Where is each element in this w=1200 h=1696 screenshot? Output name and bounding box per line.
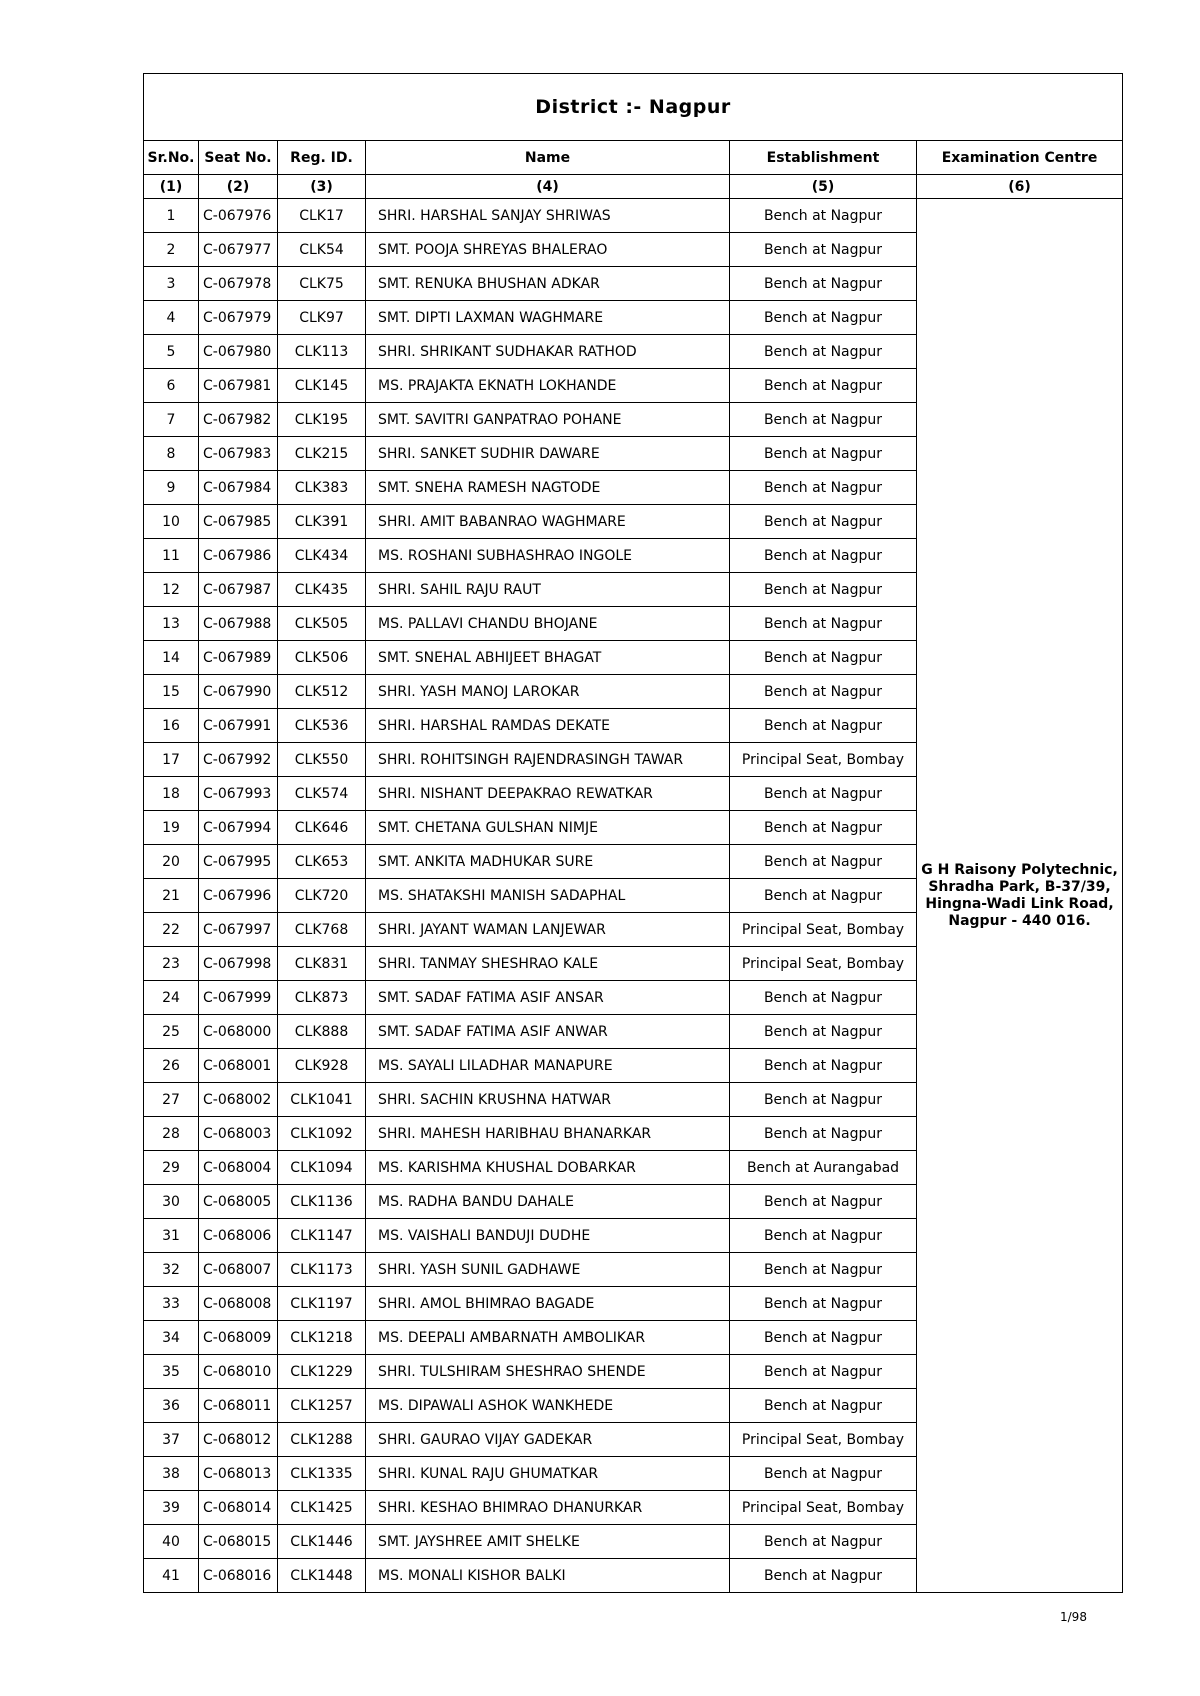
- establishment-cell: Bench at Nagpur: [730, 811, 917, 845]
- name-cell: SHRI. KUNAL RAJU GHUMATKAR: [366, 1457, 730, 1491]
- establishment-cell: Bench at Nagpur: [730, 301, 917, 335]
- sr-no-cell: 18: [144, 777, 199, 811]
- header-row: [144, 141, 1123, 175]
- name-cell: MS. KARISHMA KHUSHAL DOBARKAR: [366, 1151, 730, 1185]
- reg-id-cell: CLK391: [278, 505, 366, 539]
- reg-id-cell: CLK1147: [278, 1219, 366, 1253]
- reg-id-cell: CLK1257: [278, 1389, 366, 1423]
- reg-id-cell: CLK1094: [278, 1151, 366, 1185]
- name-cell: SMT. RENUKA BHUSHAN ADKAR: [366, 267, 730, 301]
- establishment-cell: Bench at Nagpur: [730, 709, 917, 743]
- establishment-cell: Bench at Nagpur: [730, 199, 917, 233]
- name-cell: SHRI. ROHITSINGH RAJENDRASINGH TAWAR: [366, 743, 730, 777]
- name-cell: MS. SAYALI LILADHAR MANAPURE: [366, 1049, 730, 1083]
- name-cell: SHRI. HARSHAL SANJAY SHRIWAS: [366, 199, 730, 233]
- name-cell: SHRI. MAHESH HARIBHAU BHANARKAR: [366, 1117, 730, 1151]
- reg-id-cell: CLK512: [278, 675, 366, 709]
- seat-no-cell: C-068008: [199, 1287, 278, 1321]
- seat-no-cell: C-067988: [199, 607, 278, 641]
- candidate-table: [143, 73, 1123, 1593]
- seat-no-cell: C-068006: [199, 1219, 278, 1253]
- establishment-cell: Bench at Nagpur: [730, 1049, 917, 1083]
- seat-no-cell: C-067980: [199, 335, 278, 369]
- seat-no-cell: C-067998: [199, 947, 278, 981]
- sr-no-cell: 32: [144, 1253, 199, 1287]
- name-cell: MS. PRAJAKTA EKNATH LOKHANDE: [366, 369, 730, 403]
- header-reg-id: Reg. ID.: [278, 141, 366, 175]
- name-cell: SMT. SADAF FATIMA ASIF ANSAR: [366, 981, 730, 1015]
- sr-no-cell: 1: [144, 199, 199, 233]
- name-cell: MS. SHATAKSHI MANISH SADAPHAL: [366, 879, 730, 913]
- sr-no-cell: 4: [144, 301, 199, 335]
- name-cell: SMT. POOJA SHREYAS BHALERAO: [366, 233, 730, 267]
- establishment-cell: Principal Seat, Bombay: [730, 913, 917, 947]
- reg-id-cell: CLK720: [278, 879, 366, 913]
- table-body: [144, 199, 1123, 1593]
- sr-no-cell: 25: [144, 1015, 199, 1049]
- title-row: [144, 74, 1123, 141]
- establishment-cell: Bench at Nagpur: [730, 1117, 917, 1151]
- seat-no-cell: C-067982: [199, 403, 278, 437]
- sr-no-cell: 8: [144, 437, 199, 471]
- seat-no-cell: C-067995: [199, 845, 278, 879]
- establishment-cell: Bench at Nagpur: [730, 1253, 917, 1287]
- name-cell: SMT. JAYSHREE AMIT SHELKE: [366, 1525, 730, 1559]
- sr-no-cell: 28: [144, 1117, 199, 1151]
- seat-no-cell: C-068013: [199, 1457, 278, 1491]
- sr-no-cell: 36: [144, 1389, 199, 1423]
- reg-id-cell: CLK550: [278, 743, 366, 777]
- document-sheet: [143, 73, 1122, 1593]
- establishment-cell: Principal Seat, Bombay: [730, 743, 917, 777]
- seat-no-cell: C-067977: [199, 233, 278, 267]
- seat-no-cell: C-068000: [199, 1015, 278, 1049]
- reg-id-cell: CLK383: [278, 471, 366, 505]
- seat-no-cell: C-067991: [199, 709, 278, 743]
- sr-no-cell: 40: [144, 1525, 199, 1559]
- reg-id-cell: CLK574: [278, 777, 366, 811]
- seat-no-cell: C-068014: [199, 1491, 278, 1525]
- sr-no-cell: 17: [144, 743, 199, 777]
- reg-id-cell: CLK145: [278, 369, 366, 403]
- establishment-cell: Bench at Aurangabad: [730, 1151, 917, 1185]
- seat-no-cell: C-067993: [199, 777, 278, 811]
- establishment-cell: Bench at Nagpur: [730, 335, 917, 369]
- establishment-cell: Bench at Nagpur: [730, 1083, 917, 1117]
- sr-no-cell: 35: [144, 1355, 199, 1389]
- seat-no-cell: C-068001: [199, 1049, 278, 1083]
- reg-id-cell: CLK768: [278, 913, 366, 947]
- sr-no-cell: 23: [144, 947, 199, 981]
- establishment-cell: Bench at Nagpur: [730, 403, 917, 437]
- establishment-cell: Bench at Nagpur: [730, 437, 917, 471]
- sr-no-cell: 15: [144, 675, 199, 709]
- sr-no-cell: 9: [144, 471, 199, 505]
- header-exam-centre: Examination Centre: [917, 141, 1123, 175]
- seat-no-cell: C-067987: [199, 573, 278, 607]
- reg-id-cell: CLK1173: [278, 1253, 366, 1287]
- header-sr-no: Sr.No.: [144, 141, 199, 175]
- seat-no-cell: C-067992: [199, 743, 278, 777]
- name-cell: SMT. SNEHAL ABHIJEET BHAGAT: [366, 641, 730, 675]
- reg-id-cell: CLK536: [278, 709, 366, 743]
- establishment-cell: Bench at Nagpur: [730, 505, 917, 539]
- name-cell: MS. RADHA BANDU DAHALE: [366, 1185, 730, 1219]
- name-cell: SHRI. KESHAO BHIMRAO DHANURKAR: [366, 1491, 730, 1525]
- header-name: Name: [366, 141, 730, 175]
- seat-no-cell: C-067989: [199, 641, 278, 675]
- name-cell: SHRI. TANMAY SHESHRAO KALE: [366, 947, 730, 981]
- seat-no-cell: C-068004: [199, 1151, 278, 1185]
- name-cell: SHRI. SHRIKANT SUDHAKAR RATHOD: [366, 335, 730, 369]
- name-cell: SHRI. SANKET SUDHIR DAWARE: [366, 437, 730, 471]
- sr-no-cell: 19: [144, 811, 199, 845]
- establishment-cell: Bench at Nagpur: [730, 1389, 917, 1423]
- district-title: District :- Nagpur: [144, 74, 1123, 141]
- reg-id-cell: CLK1197: [278, 1287, 366, 1321]
- reg-id-cell: CLK1446: [278, 1525, 366, 1559]
- reg-id-cell: CLK1335: [278, 1457, 366, 1491]
- establishment-cell: Bench at Nagpur: [730, 641, 917, 675]
- seat-no-cell: C-068011: [199, 1389, 278, 1423]
- reg-id-cell: CLK831: [278, 947, 366, 981]
- sr-no-cell: 7: [144, 403, 199, 437]
- seat-no-cell: C-067994: [199, 811, 278, 845]
- seat-no-cell: C-068002: [199, 1083, 278, 1117]
- name-cell: SHRI. YASH MANOJ LAROKAR: [366, 675, 730, 709]
- reg-id-cell: CLK434: [278, 539, 366, 573]
- sr-no-cell: 13: [144, 607, 199, 641]
- reg-id-cell: CLK195: [278, 403, 366, 437]
- establishment-cell: Bench at Nagpur: [730, 981, 917, 1015]
- establishment-cell: Bench at Nagpur: [730, 1457, 917, 1491]
- reg-id-cell: CLK17: [278, 199, 366, 233]
- establishment-cell: Bench at Nagpur: [730, 777, 917, 811]
- name-cell: SHRI. YASH SUNIL GADHAWE: [366, 1253, 730, 1287]
- sr-no-cell: 30: [144, 1185, 199, 1219]
- name-cell: SMT. SADAF FATIMA ASIF ANWAR: [366, 1015, 730, 1049]
- reg-id-cell: CLK506: [278, 641, 366, 675]
- name-cell: SHRI. TULSHIRAM SHESHRAO SHENDE: [366, 1355, 730, 1389]
- reg-id-cell: CLK505: [278, 607, 366, 641]
- sr-no-cell: 11: [144, 539, 199, 573]
- seat-no-cell: C-067976: [199, 199, 278, 233]
- establishment-cell: Bench at Nagpur: [730, 1559, 917, 1593]
- sr-no-cell: 6: [144, 369, 199, 403]
- name-cell: SHRI. JAYANT WAMAN LANJEWAR: [366, 913, 730, 947]
- sr-no-cell: 14: [144, 641, 199, 675]
- col-number-5: (5): [730, 175, 917, 199]
- sr-no-cell: 12: [144, 573, 199, 607]
- sr-no-cell: 37: [144, 1423, 199, 1457]
- seat-no-cell: C-067983: [199, 437, 278, 471]
- sr-no-cell: 5: [144, 335, 199, 369]
- reg-id-cell: CLK1448: [278, 1559, 366, 1593]
- seat-no-cell: C-068015: [199, 1525, 278, 1559]
- seat-no-cell: C-068007: [199, 1253, 278, 1287]
- header-seat-no: Seat No.: [199, 141, 278, 175]
- col-number-4: (4): [366, 175, 730, 199]
- establishment-cell: Bench at Nagpur: [730, 1219, 917, 1253]
- reg-id-cell: CLK928: [278, 1049, 366, 1083]
- name-cell: SHRI. AMIT BABANRAO WAGHMARE: [366, 505, 730, 539]
- sr-no-cell: 34: [144, 1321, 199, 1355]
- establishment-cell: Bench at Nagpur: [730, 233, 917, 267]
- name-cell: SMT. SNEHA RAMESH NAGTODE: [366, 471, 730, 505]
- establishment-cell: Bench at Nagpur: [730, 471, 917, 505]
- sr-no-cell: 33: [144, 1287, 199, 1321]
- seat-no-cell: C-067986: [199, 539, 278, 573]
- sr-no-cell: 22: [144, 913, 199, 947]
- reg-id-cell: CLK646: [278, 811, 366, 845]
- establishment-cell: Bench at Nagpur: [730, 845, 917, 879]
- name-cell: MS. VAISHALI BANDUJI DUDHE: [366, 1219, 730, 1253]
- sr-no-cell: 20: [144, 845, 199, 879]
- sr-no-cell: 26: [144, 1049, 199, 1083]
- reg-id-cell: CLK1218: [278, 1321, 366, 1355]
- col-number-2: (2): [199, 175, 278, 199]
- name-cell: SHRI. GAURAO VIJAY GADEKAR: [366, 1423, 730, 1457]
- name-cell: SMT. SAVITRI GANPATRAO POHANE: [366, 403, 730, 437]
- seat-no-cell: C-067981: [199, 369, 278, 403]
- name-cell: MS. DEEPALI AMBARNATH AMBOLIKAR: [366, 1321, 730, 1355]
- reg-id-cell: CLK1288: [278, 1423, 366, 1457]
- sr-no-cell: 10: [144, 505, 199, 539]
- establishment-cell: Principal Seat, Bombay: [730, 1491, 917, 1525]
- establishment-cell: Bench at Nagpur: [730, 1287, 917, 1321]
- sr-no-cell: 24: [144, 981, 199, 1015]
- seat-no-cell: C-067984: [199, 471, 278, 505]
- col-number-6: (6): [917, 175, 1123, 199]
- name-cell: SHRI. AMOL BHIMRAO BAGADE: [366, 1287, 730, 1321]
- sr-no-cell: 41: [144, 1559, 199, 1593]
- establishment-cell: Bench at Nagpur: [730, 675, 917, 709]
- seat-no-cell: C-067999: [199, 981, 278, 1015]
- establishment-cell: Bench at Nagpur: [730, 879, 917, 913]
- sr-no-cell: 27: [144, 1083, 199, 1117]
- reg-id-cell: CLK435: [278, 573, 366, 607]
- reg-id-cell: CLK1229: [278, 1355, 366, 1389]
- name-cell: SMT. ANKITA MADHUKAR SURE: [366, 845, 730, 879]
- reg-id-cell: CLK1425: [278, 1491, 366, 1525]
- name-cell: SHRI. SAHIL RAJU RAUT: [366, 573, 730, 607]
- reg-id-cell: CLK215: [278, 437, 366, 471]
- sr-no-cell: 29: [144, 1151, 199, 1185]
- col-number-1: (1): [144, 175, 199, 199]
- seat-no-cell: C-068016: [199, 1559, 278, 1593]
- name-cell: MS. MONALI KISHOR BALKI: [366, 1559, 730, 1593]
- header-establishment: Establishment: [730, 141, 917, 175]
- establishment-cell: Bench at Nagpur: [730, 1355, 917, 1389]
- column-number-row: [144, 175, 1123, 199]
- name-cell: MS. PALLAVI CHANDU BHOJANE: [366, 607, 730, 641]
- seat-no-cell: C-067979: [199, 301, 278, 335]
- establishment-cell: Bench at Nagpur: [730, 1185, 917, 1219]
- name-cell: MS. ROSHANI SUBHASHRAO INGOLE: [366, 539, 730, 573]
- reg-id-cell: CLK653: [278, 845, 366, 879]
- sr-no-cell: 2: [144, 233, 199, 267]
- seat-no-cell: C-068003: [199, 1117, 278, 1151]
- sr-no-cell: 21: [144, 879, 199, 913]
- reg-id-cell: CLK1041: [278, 1083, 366, 1117]
- reg-id-cell: CLK888: [278, 1015, 366, 1049]
- seat-no-cell: C-068005: [199, 1185, 278, 1219]
- sr-no-cell: 38: [144, 1457, 199, 1491]
- sr-no-cell: 3: [144, 267, 199, 301]
- establishment-cell: Bench at Nagpur: [730, 1321, 917, 1355]
- reg-id-cell: CLK1092: [278, 1117, 366, 1151]
- establishment-cell: Bench at Nagpur: [730, 573, 917, 607]
- reg-id-cell: CLK97: [278, 301, 366, 335]
- seat-no-cell: C-068010: [199, 1355, 278, 1389]
- exam-centre-cell: G H Raisony Polytechnic, Shradha Park, B-37/39, Hingna-Wadi Link Road, Nagpur - 440 016.: [917, 199, 1123, 1593]
- sr-no-cell: 16: [144, 709, 199, 743]
- name-cell: MS. DIPAWALI ASHOK WANKHEDE: [366, 1389, 730, 1423]
- establishment-cell: Bench at Nagpur: [730, 607, 917, 641]
- reg-id-cell: CLK54: [278, 233, 366, 267]
- seat-no-cell: C-067990: [199, 675, 278, 709]
- name-cell: SHRI. HARSHAL RAMDAS DEKATE: [366, 709, 730, 743]
- seat-no-cell: C-068012: [199, 1423, 278, 1457]
- reg-id-cell: CLK1136: [278, 1185, 366, 1219]
- seat-no-cell: C-067996: [199, 879, 278, 913]
- sr-no-cell: 31: [144, 1219, 199, 1253]
- name-cell: SMT. DIPTI LAXMAN WAGHMARE: [366, 301, 730, 335]
- reg-id-cell: CLK75: [278, 267, 366, 301]
- page-number: 1/98: [1060, 1610, 1087, 1624]
- seat-no-cell: C-068009: [199, 1321, 278, 1355]
- name-cell: SHRI. SACHIN KRUSHNA HATWAR: [366, 1083, 730, 1117]
- establishment-cell: Bench at Nagpur: [730, 267, 917, 301]
- seat-no-cell: C-067978: [199, 267, 278, 301]
- establishment-cell: Bench at Nagpur: [730, 1015, 917, 1049]
- table-row: [144, 199, 1123, 233]
- name-cell: SHRI. NISHANT DEEPAKRAO REWATKAR: [366, 777, 730, 811]
- sr-no-cell: 39: [144, 1491, 199, 1525]
- establishment-cell: Principal Seat, Bombay: [730, 1423, 917, 1457]
- seat-no-cell: C-067997: [199, 913, 278, 947]
- col-number-3: (3): [278, 175, 366, 199]
- establishment-cell: Bench at Nagpur: [730, 1525, 917, 1559]
- reg-id-cell: CLK873: [278, 981, 366, 1015]
- establishment-cell: Principal Seat, Bombay: [730, 947, 917, 981]
- establishment-cell: Bench at Nagpur: [730, 539, 917, 573]
- seat-no-cell: C-067985: [199, 505, 278, 539]
- establishment-cell: Bench at Nagpur: [730, 369, 917, 403]
- name-cell: SMT. CHETANA GULSHAN NIMJE: [366, 811, 730, 845]
- reg-id-cell: CLK113: [278, 335, 366, 369]
